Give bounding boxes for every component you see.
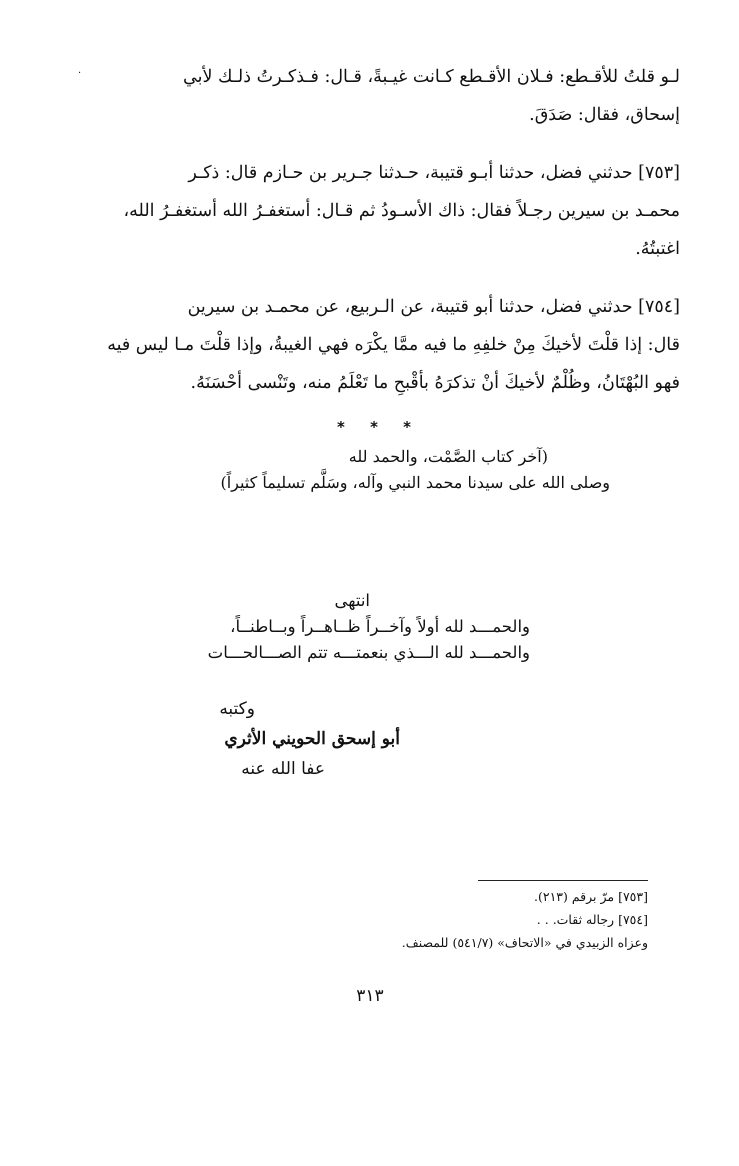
text-line: [٧٥٣] حدثني فضل، حدثنا أبـو قتيبة، حـدثنا جـرير بن حـازم قال: ذكـر	[188, 163, 680, 183]
footnote: [٧٥٤] رجاله ثقات. . .	[536, 912, 648, 927]
footnote-rule	[478, 880, 648, 881]
scribe-name: أبو إسحق الحويني الأثري	[224, 729, 400, 749]
colophon	[78, 444, 610, 496]
text-line: فهو البُهْتَانُ، وظُلْمٌ لأخيكَ أنْ تذكرَهُ بأقْبحِ ما تَعْلَمُ منه، وتَنْسى أحْسَنَهُ.	[190, 373, 680, 393]
text-line: قال: إذا قلْتَ لأخيكَ مِنْ خلفِهِ ما فيه ممَّا يكْرَه فهي الغيبةُ، وإذا قلْتَ مـا ليس فيه	[107, 335, 680, 355]
text-line: [٧٥٤] حدثني فضل، حدثنا أبو قتيبة، عن الـربيع، عن محمـد بن سيرين	[187, 297, 680, 317]
text-line: إسحاق، فقال: صَدَقَ.	[529, 105, 680, 125]
finis-block	[78, 588, 530, 666]
text-line: لـو قلتُ للأقـطع: فـلان الأقـطع كـانت غيـبةً، قـال: فـذكـرتُ ذلـك لأبي	[183, 67, 680, 87]
text-line: اغتبتُهُ.	[635, 239, 680, 259]
page-body	[78, 58, 680, 784]
paragraph-continuation	[78, 58, 680, 134]
footnotes	[338, 880, 648, 954]
margin-tick: ·	[78, 68, 82, 79]
colophon-line: وصلى الله على سيدنا محمد النبي وآله، وسَلَّم تسليماً كثيراً)	[220, 473, 610, 492]
finis-line: والحمـــد لله أولاً وآخــراً ظــاهــراً وبــاطنــاً،	[230, 617, 530, 636]
colophon-line: (آخر كتاب الصَّمْت، والحمد لله	[348, 447, 548, 466]
finis-line: والحمـــد لله الـــذي بنعمتـــه تتم الصـــالحـــات	[207, 643, 530, 662]
section-separator: * * *	[337, 418, 421, 436]
text-line: محمـد بن سيرين رجـلاً فقال: ذاك الأسـودُ ثم قـال: أستغفـرُ الله أستغفـرُ الله،	[123, 201, 680, 221]
footnote: [٧٥٣] مرّ برقم (٢١٣).	[534, 889, 648, 904]
scribe-signature	[78, 694, 680, 784]
footnote: وعزاه الزبيدي في «الاتحاف» (٥٤١/٧) للمصنف.	[401, 935, 648, 950]
scribe-prayer: عفا الله عنه	[241, 759, 325, 779]
paragraph-754	[78, 288, 680, 402]
finis-heading: انتهى	[334, 591, 370, 610]
page-number: ٣١٣	[356, 986, 384, 1006]
scribe-wrote: وكتبه	[219, 699, 255, 719]
paragraph-753	[78, 154, 680, 268]
